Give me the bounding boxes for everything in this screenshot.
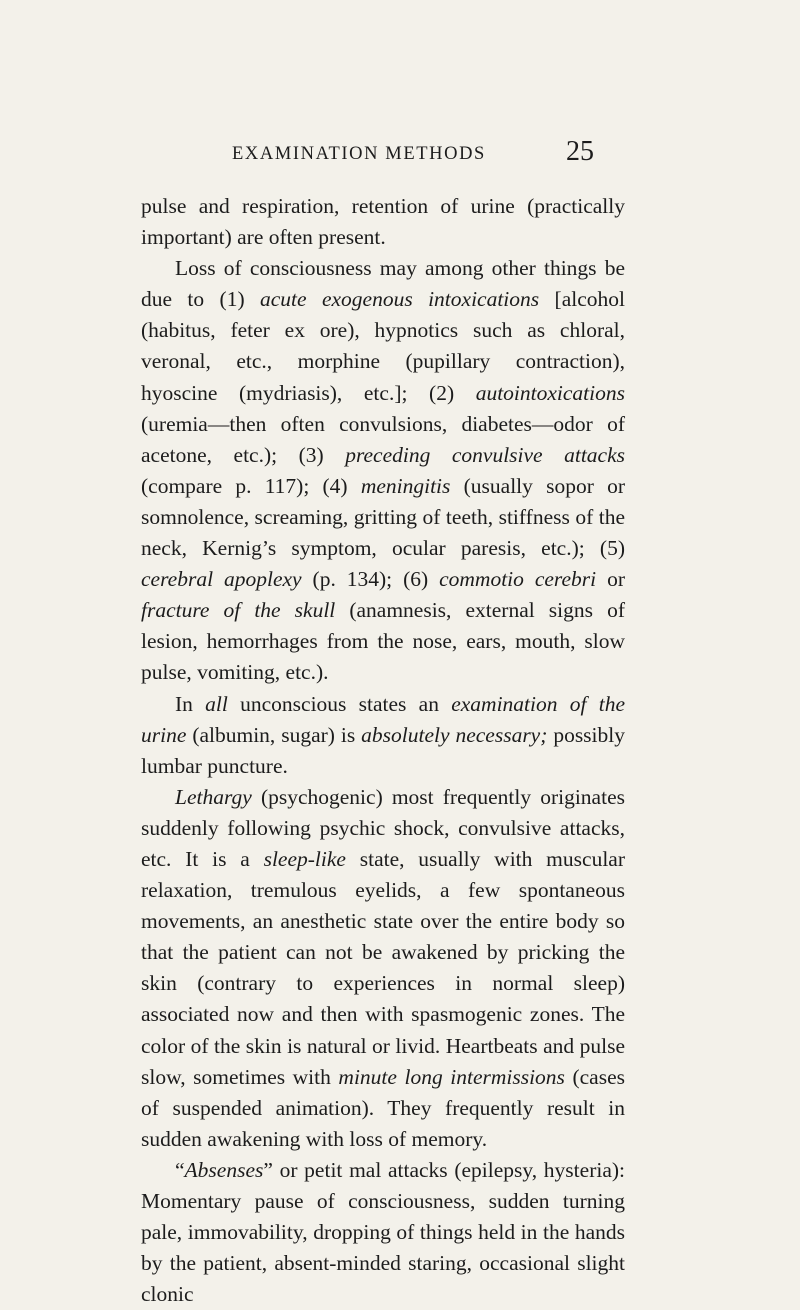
italic-run: all bbox=[205, 691, 228, 716]
page-number: 25 bbox=[566, 136, 594, 167]
body-text bbox=[141, 191, 625, 1310]
italic-run: sleep-like bbox=[263, 846, 346, 871]
running-head: EXAMINATION METHODS bbox=[232, 144, 486, 164]
text-run: “ bbox=[175, 1157, 185, 1182]
italic-run: meningitis bbox=[360, 473, 451, 498]
paragraph bbox=[141, 253, 625, 688]
italic-run: cerebral apoplexy bbox=[141, 567, 302, 592]
italic-run: absolutely necessary; bbox=[361, 722, 548, 747]
paragraph bbox=[141, 689, 625, 782]
text-run: (compare p. 117); (4) bbox=[141, 473, 361, 498]
text-run: state, usually with muscular relaxation, tremulous eyelids, a few spontaneous movements, an anesthetic state over the entire body so that the patient can not be awakened by pricking the skin (contrary to experiences in normal sleep) associated now and then with spasmogenic zones. The color of the skin is natural or livid. Heartbeats and pulse slow, sometimes with bbox=[141, 846, 625, 1089]
page-header bbox=[0, 138, 800, 168]
paragraph bbox=[141, 782, 625, 1155]
text-run: [alcohol (habitus, feter ex ore), hypnotics such as chloral, veronal, etc., morphine (pupillary contraction), hyoscine (mydriasis), etc.]; (2) bbox=[141, 287, 625, 405]
text-run: (albumin, sugar) is bbox=[186, 722, 362, 747]
text-run: or bbox=[596, 567, 625, 592]
text-run: (cases of suspended animation). They frequently result in sudden awakening with loss of memory. bbox=[141, 1064, 626, 1151]
text-run: (anamnesis, external signs of lesion, hemorrhages from the nose, ears, mouth, slow pulse, vomiting, etc.). bbox=[141, 598, 625, 685]
italic-run: minute long intermissions bbox=[338, 1064, 565, 1089]
text-run: (p. 134); (6) bbox=[301, 567, 440, 592]
italic-run: examination of the urine bbox=[141, 691, 625, 747]
text-run: (uremia—then often convulsions, diabetes—odor of acetone, etc.); (3) bbox=[141, 411, 625, 467]
paragraph bbox=[141, 191, 625, 253]
text-run: (psychogenic) most frequently originates suddenly following psychic shock, convulsive attacks, etc. It is a bbox=[141, 784, 625, 871]
text-run: In bbox=[175, 691, 206, 716]
italic-run: acute exogenous intoxications bbox=[260, 287, 540, 312]
italic-run: preceding convulsive attacks bbox=[345, 442, 626, 467]
text-run: ” or petit mal attacks (epilepsy, hysteria): Momentary pause of consciousness, sudden turning pale, immovability, dropping of things held in the hands by the patient, absent-minded staring, occasional slight clonic bbox=[141, 1157, 625, 1307]
paragraph bbox=[141, 1155, 625, 1310]
paragraph-text: pulse and respiration, retention of urine (practically important) are often present. bbox=[141, 194, 625, 250]
italic-run: commotio cerebri bbox=[439, 567, 597, 592]
italic-run: Lethargy bbox=[175, 784, 252, 809]
italic-run: Absenses bbox=[184, 1157, 264, 1182]
text-run: unconscious states an bbox=[227, 691, 452, 716]
italic-run: autointoxications bbox=[475, 380, 625, 405]
text-run: possibly lumbar puncture. bbox=[141, 722, 625, 778]
text-run: Loss of consciousness may among other things be due to (1) bbox=[141, 256, 625, 312]
text-run: (usually sopor or somnolence, screaming, gritting of teeth, stiffness of the neck, Kernig’s symptom, ocular paresis, etc.); (5) bbox=[141, 473, 626, 561]
italic-run: fracture of the skull bbox=[141, 598, 336, 623]
